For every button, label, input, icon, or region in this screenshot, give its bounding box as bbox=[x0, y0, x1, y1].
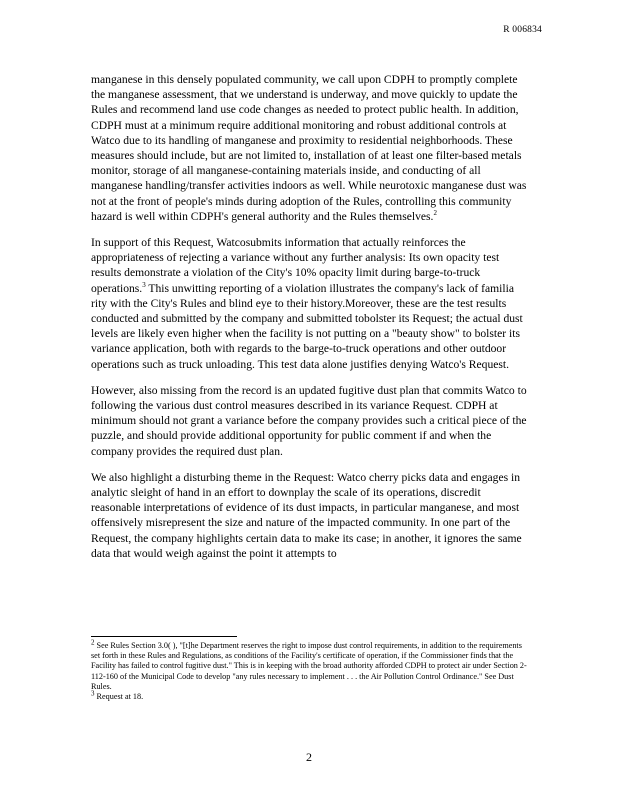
footnote-3-number: 3 bbox=[91, 689, 95, 698]
footnote-2 bbox=[91, 638, 531, 692]
page-number: 2 bbox=[306, 750, 312, 764]
footnote-2-text: See Rules Section 3.0( ), "[t]he Department reserves the right to impose dust control requirements, in addition to the requirements set forth in these Rules and Regulations, as conditions of the Facility's certificate of operation, if the Commissioner finds that the Facility has failed to control fugitive dust." This is in keeping with the broad authority afforded CDPH to protect air under Section 2-112-160 of the Municipal Code to develop "any rules necessary to implement . . . the Air Pollution Control Ordinance." See Dust Rules. bbox=[91, 641, 527, 691]
paragraph-2 bbox=[91, 235, 531, 372]
footnote-divider bbox=[91, 636, 237, 637]
paragraph-1-text: manganese in this densely populated community, we call upon CDPH to promptly complete the manganese assessment, that we understand is underway, and move quickly to update the Rules and recommend land use code changes as needed to protect public health. In addition, CDPH must at a minimum require additional monitoring and robust additional controls at Watco due to its handling of manganese and proximity to residential neighborhoods. These measures should include, but are not limited to, installation of at least one filter-based metals monitor, storage of all manganese-containing materials inside, and conducting of all manganese handling/transfer activities indoors as well. While neurotoxic manganese dust was not at the front of people's minds during adoption of the Rules, controlling this community hazard is well within CDPH's general authority and the Rules themselves. bbox=[91, 73, 527, 223]
paragraph-2-text-a: In support of this Request, Watcosubmits information that actually reinforces the appropriateness of rejecting a variance without any further analysis: Its own opacity test results demonstrate a violation of the City's 10% opacity limit during barge-to-truck operations. bbox=[91, 236, 500, 295]
footnote-2-number: 2 bbox=[91, 638, 95, 647]
bates-number: R 006834 bbox=[503, 25, 542, 35]
document-body bbox=[91, 72, 531, 572]
footnote-ref-2: 2 bbox=[433, 208, 437, 217]
footnotes bbox=[91, 638, 531, 702]
paragraph-3: However, also missing from the record is an updated fugitive dust plan that commits Watco to following the various dust control measures described in its variance Request. CDPH at minimum should not grant a variance before the company provides such a critical piece of the puzzle, and should provide additional opportunity for public comment if and when the company provides the required dust plan. bbox=[91, 383, 527, 458]
footnote-3-text: Request at 18. bbox=[94, 692, 144, 702]
footnote-3 bbox=[91, 689, 531, 702]
paragraph-4: We also highlight a disturbing theme in the Request: Watco cherry picks data and engages in analytic sleight of hand in an effort to downplay the scale of its operations, discredit reasonable interpretations of evidence of its dust impacts, in particular manganese, and most offensively misrepresent the size and nature of the impacted community. In one part of the Request, the company highlights certain data to make its case; in another, it ignores the same data that would weigh against the point it attempts to bbox=[91, 470, 522, 560]
footnote-ref-3: 3 bbox=[142, 280, 146, 289]
paragraph-2-text-b: This unwitting reporting of a violation illustrates the company's lack of familia rity with the City's Rules and blind eye to their history.Moreover, these are the test results conducted and submitted by the company and submitted tobolster its Request; the actual dust levels are likely even higher when the facility is not putting on a "beauty show" to bolster its variance application, both with regards to the barge-to-truck operations and other outdoor operations such as truck unloading. This test data alone justifies denying Watco's Request. bbox=[91, 281, 523, 371]
paragraph-1 bbox=[91, 72, 531, 224]
